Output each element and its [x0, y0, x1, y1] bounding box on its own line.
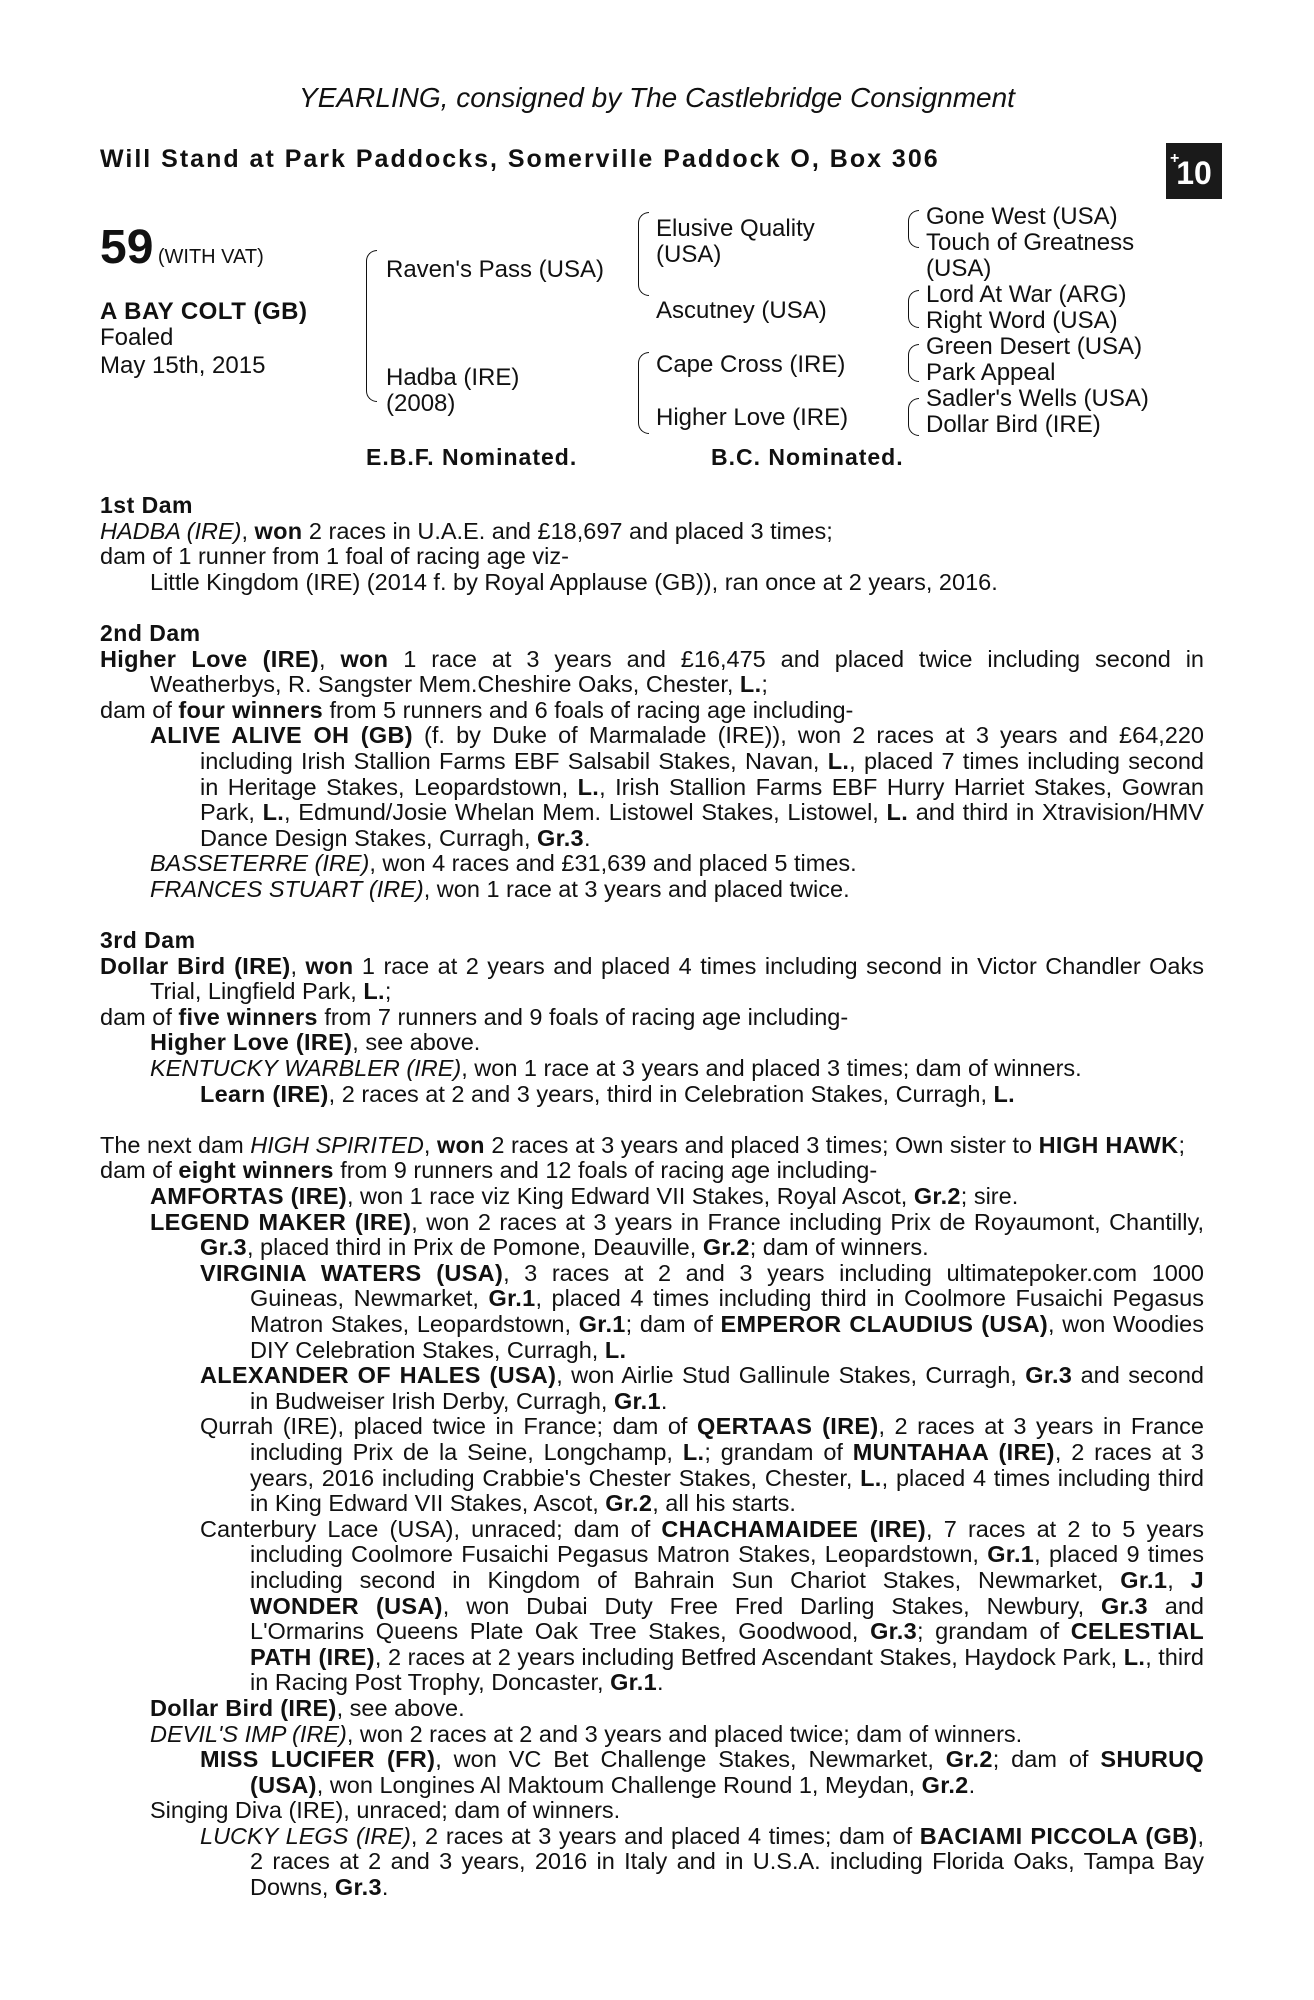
- catalogue-body: [100, 493, 1204, 1901]
- stand-location: Will Stand at Park Paddocks, Somerville Paddock O, Box 306: [100, 145, 940, 173]
- paragraph: Higher Love (IRE), see above.: [150, 1029, 481, 1056]
- paragraph: MISS LUCIFER (FR), won VC Bet Challenge Stakes, Newmarket, Gr.2; dam of SHURUQ (USA), won Longines Al Maktoum Challenge Round 1, Meydan, Gr.2.: [200, 1746, 1204, 1798]
- paragraph: BASSETERRE (IRE), won 4 races and £31,639 and placed 5 times.: [150, 850, 857, 877]
- paragraph: dam of 1 runner from 1 foal of racing age viz-: [100, 543, 569, 570]
- pedigree-brace: [366, 250, 377, 402]
- paragraph: Learn (IRE), 2 races at 2 and 3 years, third in Celebration Stakes, Curragh, L.: [200, 1080, 1016, 1107]
- lot-name: A BAY COLT (GB): [100, 298, 308, 325]
- dam: Hadba (IRE) (2008): [386, 364, 520, 417]
- paragraph: Little Kingdom (IRE) (2014 f. by Royal Applause (GB)), ran once at 2 years, 2016.: [150, 568, 998, 595]
- granddam-2: Higher Love (IRE): [656, 404, 849, 431]
- paragraph: LEGEND MAKER (IRE), won 2 races at 3 years in France including Prix de Royaumont, Chantilly, Gr.3, placed third in Prix de Pomone, Deauville, Gr.2; dam of winners.: [150, 1208, 1204, 1261]
- great-grandparents: Gone West (USA) Touch of Greatness (USA) Lord At War (ARG) Right Word (USA) Green Desert (USA) Park Appeal Sadler's Wells (USA) Dollar Bird (IRE): [926, 203, 1149, 438]
- paragraph: LUCKY LEGS (IRE), 2 races at 3 years and placed 4 times; dam of BACIAMI PICCOLA (GB), 2 races at 2 and 3 years, 2016 in Italy and in U.S.A. including Florida Oaks, Tampa Bay Downs, Gr.3.: [200, 1822, 1204, 1901]
- sire: Raven's Pass (USA): [386, 256, 604, 283]
- paragraph: DEVIL'S IMP (IRE), won 2 races at 2 and 3 years and placed twice; dam of winners.: [150, 1720, 1023, 1747]
- granddam-1: Cape Cross (IRE): [656, 351, 846, 378]
- paragraph: Qurrah (IRE), placed twice in France; dam of QERTAAS (IRE), 2 races at 3 years in France including Prix de la Seine, Longchamp, L.; grandam of MUNTAHAA (IRE), 2 races at 3 years, 2016 including Crabbie's Chester Stakes, Chester, L., placed 4 times including third in King Edward VII Stakes, Ascot, Gr.2, all his starts.: [200, 1413, 1204, 1517]
- paragraph: ALEXANDER OF HALES (USA), won Airlie Stud Gallinule Stakes, Curragh, Gr.3 and second in Budweiser Irish Derby, Curragh, Gr.1.: [200, 1362, 1204, 1414]
- bc-nominated: B.C. Nominated.: [711, 444, 904, 470]
- paragraph: dam of four winners from 5 runners and 6 foals of racing age including-: [100, 696, 854, 723]
- paragraph: VIRGINIA WATERS (USA), 3 races at 2 and 3 years including ultimatepoker.com 1000 Guineas, Newmarket, Gr.1, placed 4 times including third in Coolmore Fusaichi Pegasus Matron Stakes, Leopardstown, Gr.1; dam of EMPEROR CLAUDIUS (USA), won Woodies DIY Celebration Stakes, Curragh, L.: [200, 1259, 1204, 1363]
- lot-badge: + 10: [1166, 143, 1222, 199]
- page-title: YEARLING, consigned by The Castlebridge Consignment: [299, 82, 1015, 113]
- ebf-nominated: E.B.F. Nominated.: [366, 444, 578, 470]
- paragraph: Dollar Bird (IRE), see above.: [150, 1694, 465, 1721]
- paragraph: Canterbury Lace (USA), unraced; dam of CHACHAMAIDEE (IRE), 7 races at 2 to 5 years including Coolmore Fusaichi Pegasus Matron Stakes, Leopardstown, Gr.1, placed 9 times including second in Kingdom of Bahrain Sun Chariot Stakes, Newmarket, Gr.1, J WONDER (USA), won Dubai Duty Free Fred Darling Stakes, Newbury, Gr.3 and L'Ormarins Queens Plate Oak Tree Stakes, Goodwood, Gr.3; grandam of CELESTIAL PATH (IRE), 2 races at 2 years including Betfred Ascendant Stakes, Haydock Park, L., third in Racing Post Trophy, Doncaster, Gr.1.: [200, 1515, 1204, 1696]
- paragraph: Singing Diva (IRE), unraced; dam of winners.: [150, 1797, 621, 1824]
- section-heading: 1st Dam: [100, 492, 193, 518]
- grandsire-2: Ascutney (USA): [656, 297, 827, 324]
- paragraph: Higher Love (IRE), won 1 race at 3 years and £16,475 and placed twice including second in Weatherbys, R. Sangster Mem.Cheshire Oaks, Chester, L.;: [100, 645, 1204, 698]
- paragraph: ALIVE ALIVE OH (GB) (f. by Duke of Marmalade (IRE)), won 2 races at 3 years and £64,220 including Irish Stallion Farms EBF Salsabil Stakes, Navan, L., placed 7 times including second in Heritage Stakes, Leopardstown, L., Irish Stallion Farms EBF Hurry Harriet Stakes, Gowran Park, L., Edmund/Josie Whelan Mem. Listowel Stakes, Listowel, L. and third in Xtravision/HMV Dance Design Stakes, Curragh, Gr.3.: [150, 722, 1204, 851]
- paragraph: The next dam HIGH SPIRITED, won 2 races at 3 years and placed 3 times; Own sister to HIGH HAWK;: [100, 1131, 1185, 1158]
- paragraph: dam of five winners from 7 runners and 9 foals of racing age including-: [100, 1003, 849, 1030]
- foaled-info: Foaled May 15th, 2015: [100, 324, 266, 379]
- pedigree-brace: [638, 212, 649, 296]
- paragraph: dam of eight winners from 9 runners and 12 foals of racing age including-: [100, 1157, 878, 1184]
- section-heading: 3rd Dam: [100, 927, 196, 954]
- section-heading: 2nd Dam: [100, 619, 201, 646]
- grandsire-1: Elusive Quality (USA): [656, 215, 815, 268]
- paragraph: Dollar Bird (IRE), won 1 race at 2 years and placed 4 times including second in Victor Chandler Oaks Trial, Lingfield Park, L.;: [100, 952, 1204, 1005]
- paragraph: AMFORTAS (IRE), won 1 race viz King Edward VII Stakes, Royal Ascot, Gr.2; sire.: [150, 1183, 1019, 1210]
- lot-number: 59 (WITH VAT): [100, 221, 264, 274]
- paragraph: FRANCES STUART (IRE), won 1 race at 3 years and placed twice.: [150, 875, 850, 902]
- pedigree-brace: [638, 352, 649, 434]
- paragraph: KENTUCKY WARBLER (IRE), won 1 race at 3 years and placed 3 times; dam of winners.: [150, 1055, 1082, 1082]
- paragraph: HADBA (IRE), won 2 races in U.A.E. and £18,697 and placed 3 times;: [100, 517, 833, 544]
